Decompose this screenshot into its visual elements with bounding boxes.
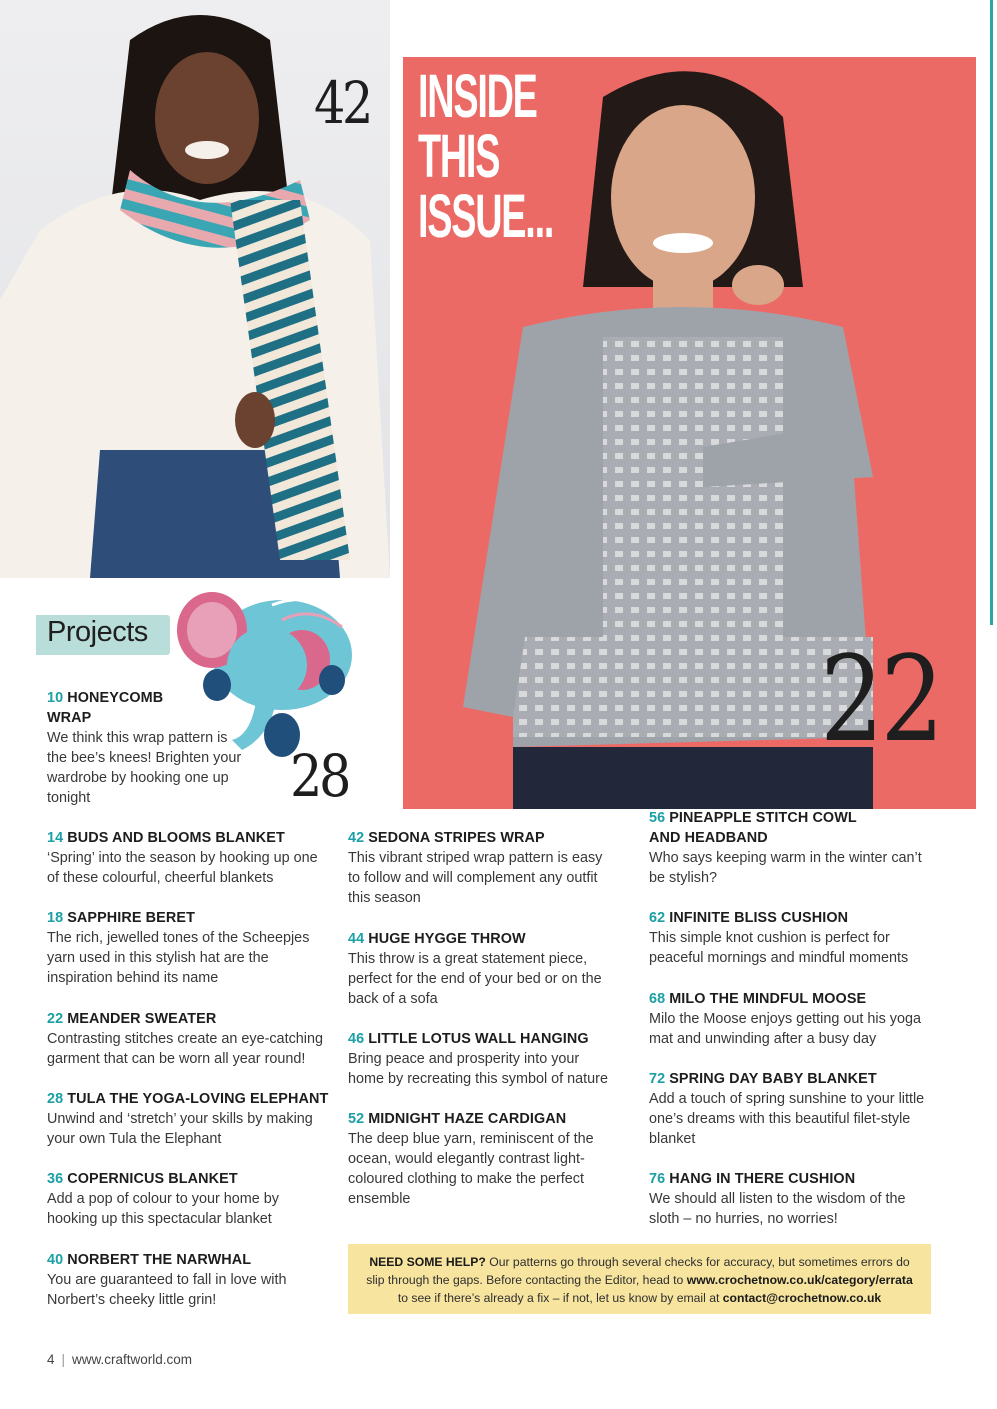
- project-title-text: INFINITE BLISS CUSHION: [669, 910, 849, 926]
- project-title: [47, 1089, 329, 1109]
- project-item[interactable]: [47, 908, 329, 988]
- project-description: Bring peace and prosperity into your home by recreating this symbol of nature: [348, 1051, 608, 1087]
- project-description: We should all listen to the wisdom of the sloth – no hurries, no worries!: [649, 1191, 906, 1227]
- page-number: 4: [47, 1352, 55, 1367]
- project-description: This simple knot cushion is perfect for peaceful mornings and mindful moments: [649, 930, 909, 966]
- project-description: Add a pop of colour to your home by hooking up this spectacular blanket: [47, 1191, 279, 1227]
- project-title-text: COPERNICUS BLANKET: [67, 1171, 238, 1187]
- project-item[interactable]: [348, 828, 616, 908]
- project-page-number: 52: [348, 1111, 365, 1127]
- project-description: Unwind and ‘stretch’ your skills by making your own Tula the Elephant: [47, 1111, 313, 1147]
- errata-link[interactable]: www.crochetnow.co.uk/category/errata: [686, 1273, 913, 1287]
- help-notice: [348, 1244, 931, 1314]
- project-title-text: TULA THE YOGA-LOVING ELEPHANT: [67, 1091, 329, 1107]
- project-title: [47, 1250, 329, 1270]
- project-title-text: NORBERT THE NARWHAL: [67, 1252, 252, 1268]
- projects-heading: Projects: [47, 616, 148, 648]
- project-item[interactable]: [47, 828, 329, 888]
- project-page-number: 10: [47, 690, 64, 706]
- project-title-text: PINEAPPLE STITCH COWL AND HEADBAND: [649, 810, 857, 846]
- project-item[interactable]: [47, 1250, 329, 1310]
- project-page-number: 44: [348, 931, 365, 947]
- project-item[interactable]: [348, 929, 616, 1009]
- project-title-text: HANG IN THERE CUSHION: [669, 1171, 856, 1187]
- project-title-text: MIDNIGHT HAZE CARDIGAN: [368, 1111, 567, 1127]
- project-title-text: SAPPHIRE BERET: [67, 910, 195, 926]
- project-item[interactable]: [348, 1109, 616, 1209]
- footer-separator: |: [61, 1352, 66, 1367]
- project-item[interactable]: [47, 688, 329, 808]
- page-ref-42: 42: [314, 69, 370, 137]
- project-description: You are guaranteed to fall in love with Norbert’s cheeky little grin!: [47, 1272, 287, 1308]
- project-title: [348, 1109, 616, 1129]
- project-description: Who says keeping warm in the winter can’t be stylish?: [649, 850, 922, 886]
- project-title-text: HUGE HYGGE THROW: [368, 931, 526, 947]
- project-page-number: 68: [649, 991, 666, 1007]
- help-lead: NEED SOME HELP?: [369, 1255, 486, 1269]
- project-title: [649, 808, 869, 848]
- page-ref-28: 28: [290, 742, 348, 810]
- project-title: [348, 1029, 616, 1049]
- page-ref-22: 22: [820, 630, 941, 768]
- project-item[interactable]: [649, 1169, 931, 1229]
- project-page-number: 72: [649, 1071, 666, 1087]
- project-item[interactable]: [649, 1069, 931, 1149]
- edge-rule: [990, 0, 993, 625]
- project-item[interactable]: [47, 1169, 329, 1229]
- project-title: [47, 688, 187, 728]
- project-item[interactable]: [47, 1089, 329, 1149]
- issue-title: [418, 62, 554, 250]
- project-page-number: 76: [649, 1171, 666, 1187]
- project-item[interactable]: [47, 1009, 329, 1069]
- project-title-text: MEANDER SWEATER: [67, 1011, 217, 1027]
- project-title: [348, 929, 616, 949]
- project-item[interactable]: [649, 808, 931, 888]
- project-page-number: 40: [47, 1252, 64, 1268]
- project-item[interactable]: [649, 989, 931, 1049]
- project-description: The deep blue yarn, reminiscent of the ocean, would elegantly contrast light-coloured clothing to make the perfect ensemble: [348, 1131, 594, 1207]
- project-description: This throw is a great statement piece, perfect for the end of your bed or on the back of a sofa: [348, 951, 602, 1007]
- project-title: [649, 989, 931, 1009]
- project-description: ‘Spring’ into the season by hooking up one of these colourful, cheerful blankets: [47, 850, 318, 886]
- help-text-2: to see if there’s already a fix – if not, let us know by email at: [397, 1291, 723, 1305]
- help-text-1: Our patterns go through several checks for accuracy, but sometimes errors do slip through the gaps. Before contacting the Editor, head to: [366, 1255, 910, 1287]
- project-title: [47, 828, 329, 848]
- project-description: This vibrant striped wrap pattern is easy to follow and will complement any outfit this season: [348, 850, 603, 906]
- project-description: Milo the Moose enjoys getting out his yoga mat and unwinding after a busy day: [649, 1011, 921, 1047]
- project-description: Contrasting stitches create an eye-catching garment that can be worn all year round!: [47, 1031, 323, 1067]
- project-title: [47, 908, 329, 928]
- project-description: We think this wrap pattern is the bee’s knees! Brighten your wardrobe by hooking one up tonight: [47, 730, 242, 806]
- project-page-number: 22: [47, 1011, 64, 1027]
- project-title: [649, 1069, 931, 1089]
- project-title-text: MILO THE MINDFUL MOOSE: [669, 991, 867, 1007]
- project-title-text: SPRING DAY BABY BLANKET: [669, 1071, 877, 1087]
- project-page-number: 46: [348, 1031, 365, 1047]
- project-title-text: BUDS AND BLOOMS BLANKET: [67, 830, 285, 846]
- issue-title-line-3: ISSUE...: [418, 182, 554, 250]
- project-item[interactable]: [649, 908, 931, 968]
- project-title-text: HONEYCOMB WRAP: [47, 690, 164, 726]
- page-footer: [47, 1352, 192, 1367]
- project-title: [47, 1169, 329, 1189]
- project-page-number: 14: [47, 830, 64, 846]
- project-page-number: 18: [47, 910, 64, 926]
- project-title: [649, 1169, 931, 1189]
- footer-site-link[interactable]: www.craftworld.com: [72, 1352, 193, 1367]
- project-page-number: 42: [348, 830, 365, 846]
- project-title: [649, 908, 931, 928]
- project-description: Add a touch of spring sunshine to your little one’s dreams with this beautiful filet-style blanket: [649, 1091, 925, 1147]
- project-title: [348, 828, 616, 848]
- project-page-number: 62: [649, 910, 666, 926]
- issue-title-line-2: THIS: [418, 122, 500, 190]
- project-description: The rich, jewelled tones of the Scheepjes yarn used in this stylish hat are the inspiration behind its name: [47, 930, 310, 986]
- project-title-text: LITTLE LOTUS WALL HANGING: [368, 1031, 589, 1047]
- project-title: [47, 1009, 329, 1029]
- contact-email-link[interactable]: contact@crochetnow.co.uk: [722, 1291, 882, 1305]
- project-title-text: SEDONA STRIPES WRAP: [368, 830, 545, 846]
- issue-title-line-1: INSIDE: [418, 62, 537, 130]
- project-page-number: 28: [47, 1091, 64, 1107]
- project-page-number: 56: [649, 810, 666, 826]
- project-page-number: 36: [47, 1171, 64, 1187]
- project-item[interactable]: [348, 1029, 616, 1089]
